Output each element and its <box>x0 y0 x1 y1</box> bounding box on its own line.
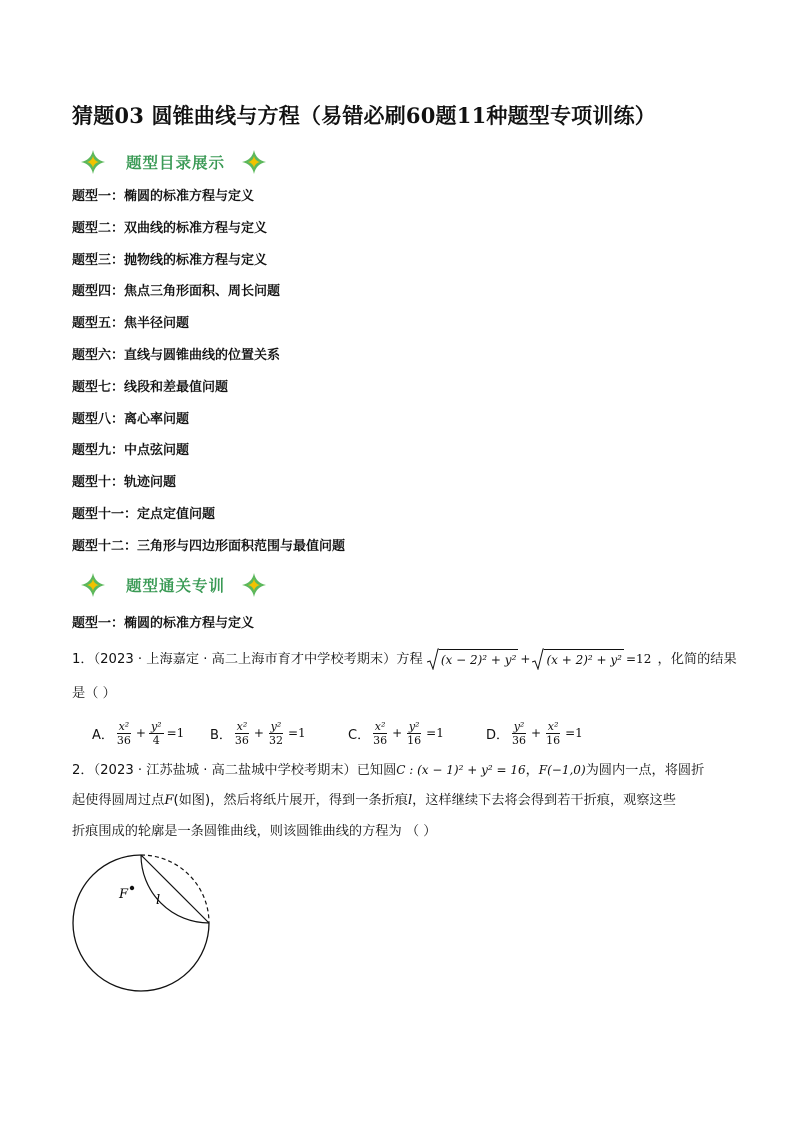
crease-label: l <box>407 793 413 808</box>
denominator: 4 <box>152 733 160 747</box>
label-f: F <box>119 887 129 902</box>
question-2-text: ，这样继续下去将会得到若干折痕，观察这些 <box>412 793 676 808</box>
question-2-text: 为圆内一点，将圆折 <box>585 763 705 778</box>
fraction <box>510 720 528 747</box>
denominator: 36 <box>512 733 527 747</box>
denominator: 32 <box>268 733 283 747</box>
subsection-title: 题型一：椭圆的标准方程与定义 <box>72 616 255 631</box>
toc-item[interactable]: 题型十二：三角形与四边形面积范围与最值问题 <box>72 538 346 554</box>
toc-item[interactable]: 题型五：焦半径问题 <box>72 316 190 332</box>
fraction <box>149 720 164 747</box>
denominator: 36 <box>234 733 249 747</box>
numerator: y² <box>270 719 282 733</box>
radicand-2: (x + 2)² + y² <box>544 649 624 670</box>
denominator: 16 <box>407 733 422 747</box>
numerator: y² <box>408 719 420 733</box>
question-2-text: 2．（2023 · 江苏盐城 · 高二盐城中学校考期末）已知圆 <box>72 763 397 778</box>
rhs: =1 <box>166 726 185 740</box>
label-l: l <box>156 893 161 908</box>
toc-item[interactable]: 题型四：焦点三角形面积、周长问题 <box>72 284 281 300</box>
point-f: F(−1,0) <box>538 763 586 777</box>
toc-item[interactable]: 题型三：抛物线的标准方程与定义 <box>72 252 268 268</box>
numerator: x² <box>118 719 130 733</box>
toc-item[interactable]: 题型二：双曲线的标准方程与定义 <box>72 220 268 236</box>
toc-item[interactable]: 题型七：线段和差最值问题 <box>72 379 229 395</box>
equation <box>427 648 653 670</box>
operator: + <box>392 726 403 740</box>
numerator: x² <box>236 719 248 733</box>
question-1-suffix: ，化简的结果 <box>657 652 737 667</box>
rhs: =1 <box>565 726 583 740</box>
option-c[interactable] <box>348 715 446 751</box>
toc-item[interactable]: 题型一：椭圆的标准方程与定义 <box>72 189 255 204</box>
option-label: C． <box>348 727 371 743</box>
numerator: x² <box>374 719 386 733</box>
question-2-line3: 折痕围成的轮廓是一条圆锥曲线，则该圆锥曲线的方程为 （ ） <box>72 824 437 839</box>
question-1-line2: 是（ ） <box>72 686 116 701</box>
toc-item[interactable]: 题型九：中点弦问题 <box>72 443 190 459</box>
numerator: y² <box>513 719 525 733</box>
sqrt-sign-icon <box>532 648 544 670</box>
toc-item[interactable]: 题型十：轨迹问题 <box>72 475 177 491</box>
toc-list <box>72 186 722 568</box>
fraction <box>544 720 562 747</box>
operator: + <box>253 726 264 740</box>
rhs: =1 <box>287 726 306 740</box>
option-label: D． <box>486 727 510 743</box>
point-f-label: F <box>164 793 174 808</box>
sparkle-icon <box>80 572 106 598</box>
denominator: 36 <box>116 733 131 747</box>
numerator: y² <box>150 719 162 733</box>
option-b[interactable] <box>210 715 308 751</box>
sparkle-icon <box>80 149 106 175</box>
question-2-line2 <box>72 791 676 811</box>
section-heading-toc <box>80 149 267 175</box>
option-label: A． <box>92 727 114 743</box>
fraction <box>371 720 389 747</box>
fraction <box>233 720 251 747</box>
option-d[interactable] <box>486 715 585 751</box>
toc-item[interactable]: 题型六：直线与圆锥曲线的位置关系 <box>72 347 281 363</box>
radicand-1: (x − 2)² + y² <box>439 649 519 670</box>
folded-circle-figure <box>70 852 215 992</box>
denominator: 36 <box>373 733 388 747</box>
option-label: B． <box>210 727 232 743</box>
section-heading-practice <box>80 572 267 598</box>
question-2-text: 起使得圆周过点 <box>72 793 165 808</box>
operator: + <box>531 726 542 740</box>
fraction <box>115 720 133 747</box>
sparkle-icon <box>241 149 267 175</box>
section-title: 题型通关专训 <box>126 577 226 595</box>
fraction <box>405 720 423 747</box>
option-a[interactable] <box>92 715 186 751</box>
toc-item[interactable]: 题型八：离心率问题 <box>72 411 190 427</box>
equals-value: =12 <box>626 652 652 666</box>
operator: + <box>135 726 146 740</box>
question-1 <box>72 648 737 670</box>
fraction <box>267 720 285 747</box>
question-1-prefix: 1．（2023 · 上海嘉定 · 高二上海市育才中学校考期末）方程 <box>72 652 423 667</box>
toc-item[interactable]: 题型十一：定点定值问题 <box>72 506 216 522</box>
rhs: =1 <box>426 726 444 740</box>
question-2-line1 <box>72 760 704 781</box>
plus-sign: + <box>520 652 531 666</box>
question-2-text: (如图)，然后将纸片展开，得到一条折痕 <box>173 793 408 808</box>
point-f-dot <box>130 886 134 890</box>
numerator: x² <box>547 719 559 733</box>
section-title: 题型目录展示 <box>126 154 226 172</box>
page-title: 猜题03 圆锥曲线与方程（易错必刷60题11种题型专项训练） <box>72 103 656 128</box>
circle-equation: C : (x − 1)² + y² = 16 <box>396 763 526 777</box>
punctuation: ， <box>525 763 539 778</box>
sqrt-sign-icon <box>427 648 439 670</box>
denominator: 16 <box>546 733 561 747</box>
sparkle-icon <box>241 572 267 598</box>
